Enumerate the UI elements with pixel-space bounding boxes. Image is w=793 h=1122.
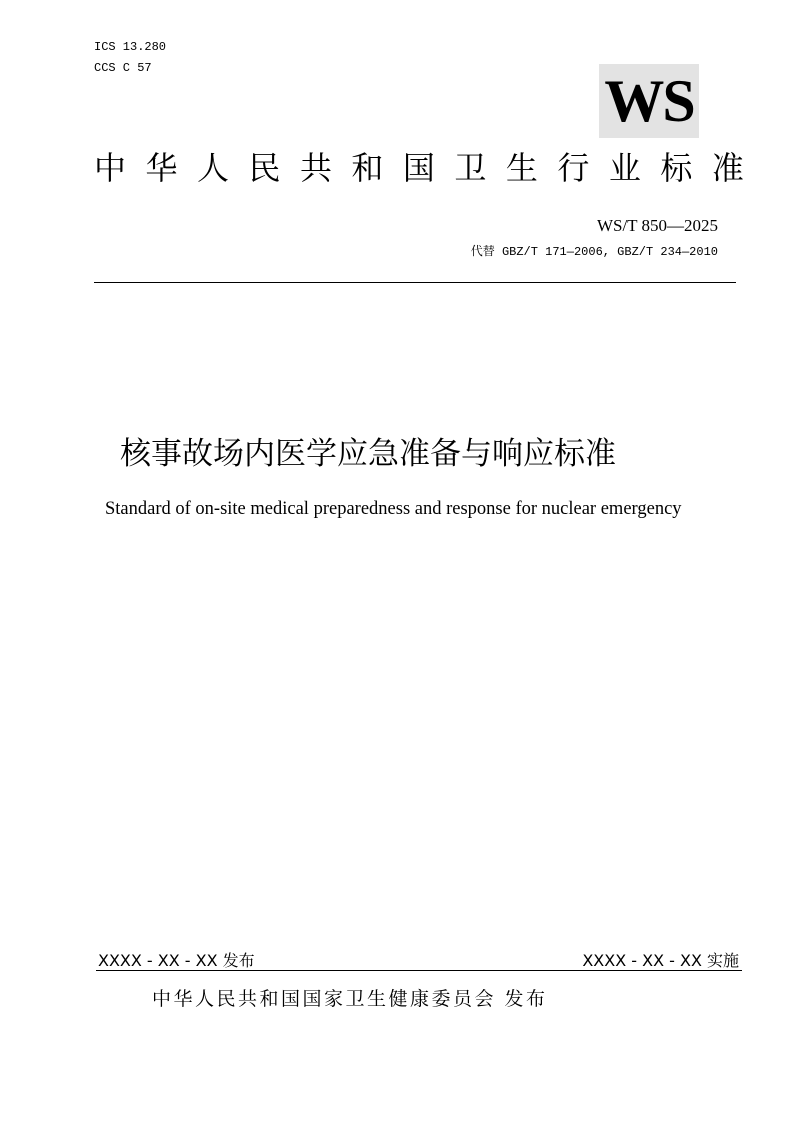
heading-char: 标 [660,149,693,187]
title-english: Standard of on-site medical preparedness and response for nuclear emergency [105,499,682,519]
heading-char: 国 [402,149,435,187]
issue-date: XXXX - XX - XX 发布 [98,951,255,970]
implementation-date: XXXX - XX - XX 实施 [582,951,739,970]
heading-char: 和 [351,149,384,187]
ws-logo: WS [599,64,699,138]
heading-char: 卫 [454,149,487,187]
heading-char: 共 [299,149,332,187]
standard-number: WS/T 850—2025 [596,216,718,235]
heading-char: 人 [196,149,229,187]
heading-char: 中 [94,149,127,187]
publisher: 中华人民共和国国家卫生健康委员会 发布 [152,988,548,1010]
replaces-note: 代替 GBZ/T 171—2006, GBZ/T 234—2010 [470,245,718,259]
title-chinese: 核事故场内医学应急准备与响应标准 [120,436,616,472]
top-divider [94,282,736,283]
heading-char: 准 [711,149,744,187]
standard-type-heading [94,149,744,187]
heading-char: 民 [248,149,281,187]
ccs-code: CCS C 57 [94,61,152,75]
heading-char: 业 [608,149,641,187]
ics-code: ICS 13.280 [94,40,167,54]
heading-char: 华 [145,149,178,187]
heading-char: 行 [557,149,590,187]
bottom-divider [96,970,742,971]
heading-char: 生 [505,149,538,187]
